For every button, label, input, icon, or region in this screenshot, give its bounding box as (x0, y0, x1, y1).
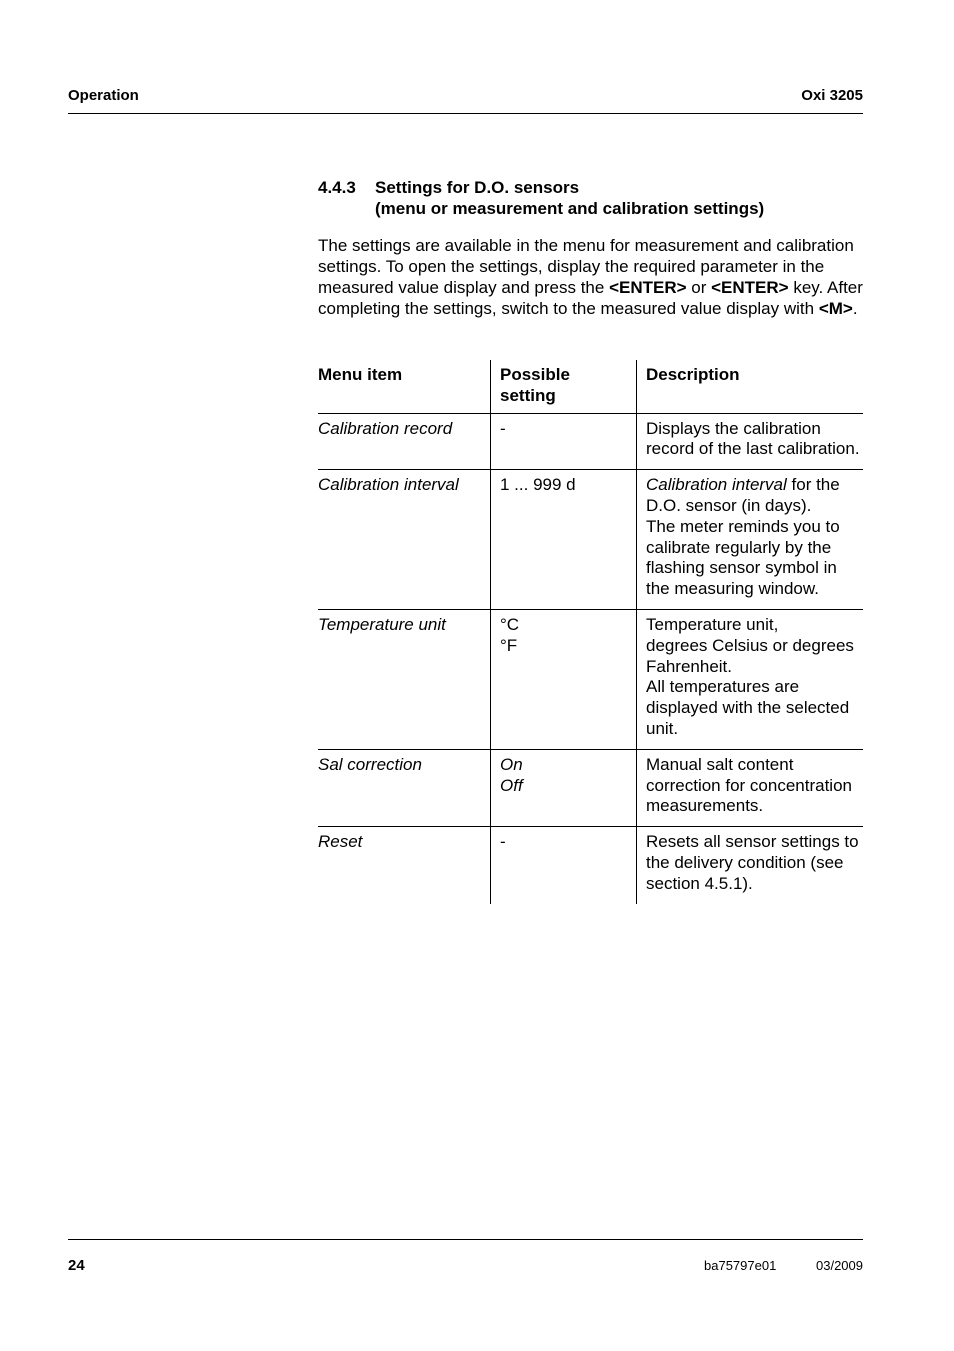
setting-cell (491, 827, 637, 904)
description-continuation: for the D.O. sensor (in days). (646, 475, 840, 515)
table-row (318, 827, 863, 904)
description-text: Resets all sensor settings to the delivery condition (see section 4.5.1). (646, 832, 859, 893)
intro-paragraph (318, 235, 866, 319)
description-text (646, 475, 863, 517)
document-date: 03/2009 (816, 1258, 863, 1273)
description-cell (637, 827, 864, 904)
key-enter-1: <ENTER> (609, 278, 687, 297)
header-right: Oxi 3205 (801, 87, 863, 104)
menu-item-cell: Calibration record (318, 413, 491, 470)
setting-value: On (500, 754, 523, 774)
setting-cell (491, 609, 637, 749)
menu-item-cell: Temperature unit (318, 609, 491, 749)
section-number: 4.4.3 (318, 178, 356, 197)
description-text: Temperature unit, (646, 614, 779, 634)
description-text: Manual salt content correction for concentration measurements. (646, 754, 852, 816)
description-italic-term: Calibration interval (646, 475, 787, 495)
section-title-line2: (menu or measurement and calibration settings) (375, 199, 765, 218)
table-row (318, 749, 863, 826)
table-header-row (318, 360, 863, 413)
description-text: degrees Celsius or degrees Fahrenheit. (646, 635, 854, 676)
description-cell (637, 413, 864, 470)
table-row (318, 470, 863, 610)
menu-item-cell: Calibration interval (318, 470, 491, 610)
col-header-possible-setting-text: Possible setting (500, 365, 570, 405)
setting-cell (491, 470, 637, 610)
description-text: The meter reminds you to calibrate regularly by the flashing sensor symbol in the measuring window. (646, 516, 840, 599)
col-header-menu-item: Menu item (318, 365, 403, 384)
section-title (375, 177, 764, 219)
header-rule (68, 113, 863, 114)
setting-value: Off (500, 775, 523, 795)
settings-table (318, 360, 863, 904)
intro-text-1: The settings are available in the menu for measurement and calibration settings. To open the settings, display the required parameter in the measured value display and press the (318, 236, 854, 297)
description-cell (637, 749, 864, 826)
intro-text-2: or (686, 278, 712, 297)
section-title-line1: Settings for D.O. sensors (375, 178, 580, 197)
description-cell (637, 609, 864, 749)
key-m: <M> (818, 299, 853, 318)
key-enter-2: <ENTER> (711, 278, 789, 297)
description-text: Displays the calibration record of the last calibration. (646, 418, 860, 459)
footer-rule (68, 1239, 863, 1240)
document-id: ba75797e01 (704, 1258, 777, 1273)
menu-item-cell: Sal correction (318, 749, 491, 826)
setting-cell (491, 413, 637, 470)
intro-text-3: key. After completing the settings, switch to the measured value display with (318, 278, 863, 318)
setting-value: °F (500, 635, 518, 655)
table-row (318, 609, 863, 749)
description-text: All temperatures are displayed with the selected unit. (646, 677, 850, 738)
page-number: 24 (68, 1257, 85, 1274)
setting-value: 1 ... 999 d (500, 475, 576, 495)
col-header-description: Description (637, 360, 864, 413)
setting-value: - (500, 418, 506, 438)
header-left: Operation (68, 87, 139, 104)
description-cell (637, 470, 864, 610)
table-row (318, 413, 863, 470)
intro-text-4: . (852, 299, 858, 318)
setting-value: °C (500, 614, 520, 634)
col-header-possible-setting (491, 360, 637, 413)
menu-item-cell: Reset (318, 827, 491, 904)
setting-value: - (500, 832, 506, 852)
setting-cell (491, 749, 637, 826)
